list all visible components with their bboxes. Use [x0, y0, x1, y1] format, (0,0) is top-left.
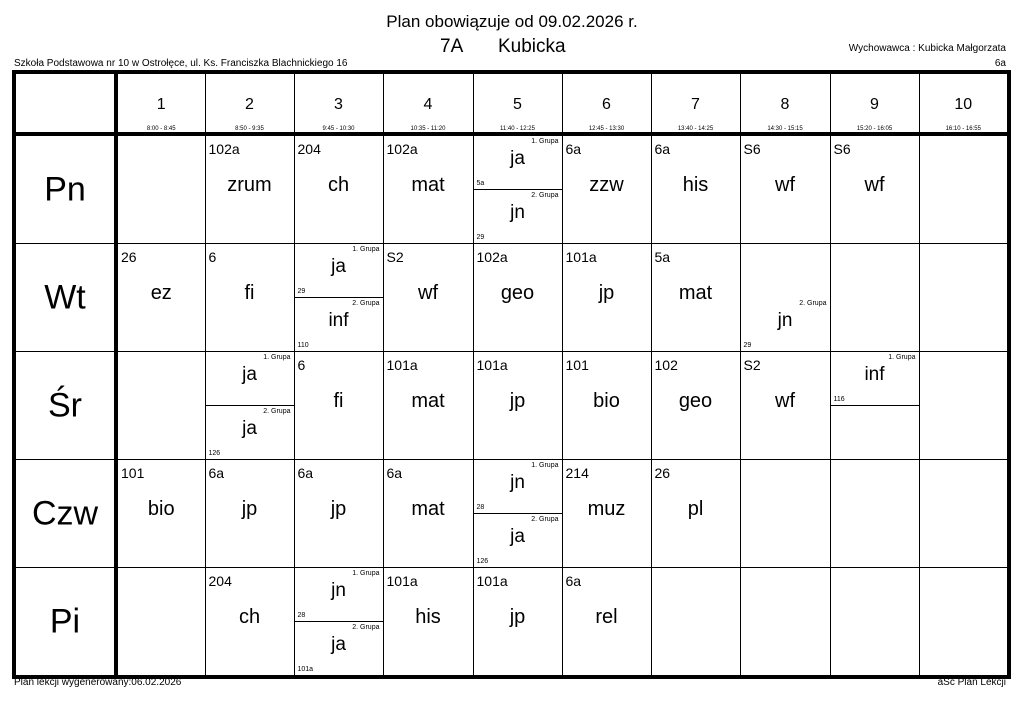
- lesson-cell: [294, 352, 383, 460]
- group-label: 1. Grupa: [531, 462, 559, 469]
- lesson-cell: [562, 134, 651, 244]
- lesson-subject: fi: [333, 390, 344, 412]
- lesson-room: 204: [208, 573, 232, 589]
- group-label: 1. Grupa: [352, 570, 380, 577]
- lesson-cell: [205, 244, 294, 352]
- group-lesson: [474, 514, 562, 567]
- lesson-cell: [116, 244, 205, 352]
- lesson-cell: [383, 460, 473, 568]
- period-header-cell: [473, 72, 562, 134]
- lesson-room: 101a: [297, 666, 314, 673]
- period-header-cell: [116, 72, 205, 134]
- period-time: 10:35 - 11:20: [410, 126, 446, 132]
- lesson-subject: pl: [687, 498, 704, 520]
- lesson-room: 102a: [208, 141, 240, 157]
- empty-cell: [919, 244, 1009, 352]
- lesson-cell: [562, 460, 651, 568]
- class-tutor: Wychowawca : Kubicka Małgorzata: [848, 43, 1006, 54]
- period-header-cell: [651, 72, 740, 134]
- group-lesson: [295, 568, 383, 622]
- lesson-subject: fi: [244, 282, 255, 304]
- lesson-subject: wf: [418, 282, 438, 304]
- lesson-subject: wf: [775, 390, 795, 412]
- corner-cell: [14, 72, 116, 134]
- lesson-room: 126: [208, 450, 221, 457]
- split-lesson-cell: [205, 352, 294, 460]
- lesson-subject: jp: [598, 282, 615, 304]
- lesson-subject: jn: [331, 580, 346, 601]
- lesson-room: 110: [297, 342, 309, 349]
- lesson-room: 29: [476, 234, 485, 241]
- period-number: 6: [602, 96, 611, 113]
- period-time: 11:40 - 12:25: [500, 126, 535, 132]
- group-label: 2. Grupa: [531, 516, 559, 523]
- lesson-room: 102a: [386, 141, 418, 157]
- period-time: 8:00 - 8:45: [146, 126, 176, 132]
- day-row: [14, 568, 1009, 678]
- empty-cell: [830, 460, 919, 568]
- day-row: [14, 352, 1009, 460]
- school-address: Szkoła Podstawowa nr 10 w Ostrołęce, ul. Ks. Franciszka Blachnickiego 16: [14, 58, 348, 69]
- lesson-subject: ja: [510, 148, 525, 169]
- lesson-cell: [294, 134, 383, 244]
- lesson-room: 101a: [386, 357, 418, 373]
- lesson-room: 6a: [297, 465, 314, 481]
- group-lesson: [295, 244, 383, 298]
- lesson-cell: [116, 460, 205, 568]
- split-lesson-cell: [473, 134, 562, 244]
- lesson-cell: [562, 352, 651, 460]
- lesson-room: 5a: [654, 249, 671, 265]
- lesson-cell: [651, 244, 740, 352]
- day-label: Pi: [49, 602, 81, 640]
- day-row: [14, 244, 1009, 352]
- lesson-room: 6a: [565, 573, 582, 589]
- lesson-subject: jn: [777, 310, 793, 331]
- group-label: 2. Grupa: [352, 300, 380, 307]
- home-room: 6a: [994, 58, 1006, 69]
- period-header-cell: [740, 72, 830, 134]
- group-lesson: [474, 460, 562, 514]
- lesson-subject: jp: [330, 498, 347, 520]
- lesson-subject: bio: [147, 498, 175, 520]
- day-cell: [14, 352, 116, 460]
- lesson-cell: [205, 568, 294, 678]
- lesson-room: 6a: [565, 141, 582, 157]
- lesson-cell: [383, 134, 473, 244]
- lesson-subject: ja: [242, 418, 257, 439]
- group-lesson: [206, 352, 294, 406]
- lesson-room: 26: [121, 249, 137, 265]
- lesson-cell: [205, 460, 294, 568]
- plan-title: Plan obowiązuje od 09.02.2026 r.: [386, 12, 638, 31]
- period-time: 16:10 - 16:55: [945, 126, 981, 132]
- lesson-subject: zzw: [589, 174, 624, 196]
- lesson-room: 29: [297, 288, 306, 295]
- lesson-room: 6a: [386, 465, 403, 481]
- lesson-cell: [294, 460, 383, 568]
- period-number: 5: [513, 96, 522, 113]
- lesson-cell: [562, 244, 651, 352]
- lesson-cell: [740, 134, 830, 244]
- lesson-room: 101a: [386, 573, 418, 589]
- lesson-room: 28: [297, 612, 306, 619]
- group-label: 1. Grupa: [888, 354, 916, 361]
- lesson-subject: ja: [331, 256, 346, 277]
- group-lesson: [474, 190, 562, 243]
- lesson-cell: [473, 352, 562, 460]
- split-lesson-cell: [830, 352, 919, 460]
- lesson-subject: ez: [150, 282, 172, 304]
- lesson-subject: wf: [775, 174, 795, 196]
- lesson-subject: geo: [678, 390, 713, 412]
- lesson-room: 204: [297, 141, 321, 157]
- lesson-subject: rel: [595, 606, 618, 628]
- group-label: 1. Grupa: [263, 354, 291, 361]
- period-time: 8:50 - 9:35: [235, 126, 264, 132]
- empty-cell: [116, 568, 205, 678]
- lesson-subject: inf: [328, 310, 349, 331]
- period-number: 1: [156, 96, 166, 113]
- day-cell: [14, 568, 116, 678]
- teacher-name: Kubicka: [498, 36, 566, 57]
- lesson-cell: [830, 134, 919, 244]
- class-name: 7A: [440, 36, 464, 57]
- period-time: 14:30 - 15:15: [767, 126, 803, 132]
- split-lesson-cell: [473, 460, 562, 568]
- lesson-room: 101a: [476, 357, 508, 373]
- lesson-subject: his: [415, 606, 441, 628]
- period-time: 9:45 - 10:30: [322, 126, 355, 132]
- lesson-room: S2: [743, 357, 761, 373]
- lesson-room: 101: [121, 465, 145, 481]
- lesson-subject: ja: [331, 634, 346, 655]
- lesson-cell: [473, 244, 562, 352]
- lesson-room: 5a: [476, 180, 485, 187]
- lesson-room: 214: [565, 465, 589, 481]
- day-cell: [14, 134, 116, 244]
- lesson-room: 101a: [476, 573, 508, 589]
- period-header-row: [14, 72, 1009, 134]
- split-lesson-cell: [294, 568, 383, 678]
- lesson-room: 102a: [476, 249, 508, 265]
- lesson-subject: jp: [509, 606, 526, 628]
- lesson-cell: [651, 352, 740, 460]
- split-lesson-cell: [740, 244, 830, 352]
- lesson-cell: [205, 134, 294, 244]
- period-number: 4: [423, 96, 433, 113]
- period-header-cell: [562, 72, 651, 134]
- day-label: Czw: [31, 494, 99, 532]
- period-number: 3: [334, 96, 343, 113]
- day-label: Pn: [44, 170, 86, 208]
- day-row: [14, 134, 1009, 244]
- day-cell: [14, 244, 116, 352]
- lesson-room: S6: [833, 141, 851, 157]
- period-time: 15:20 - 16:05: [856, 126, 893, 132]
- lesson-room: 28: [476, 504, 485, 511]
- group-label: 2. Grupa: [799, 300, 827, 307]
- timetable-grid: [12, 70, 1011, 679]
- period-number: 2: [245, 96, 254, 113]
- lesson-subject: mat: [411, 174, 445, 196]
- lesson-room: 6: [208, 249, 217, 265]
- lesson-cell: [383, 352, 473, 460]
- lesson-subject: geo: [500, 282, 535, 304]
- app-name: aSc Plan Lekcji: [937, 677, 1006, 688]
- group-label: 2. Grupa: [263, 408, 291, 415]
- lesson-subject: bio: [593, 390, 620, 412]
- lesson-subject: ch: [327, 174, 350, 196]
- lesson-cell: [562, 568, 651, 678]
- period-number: 8: [780, 96, 790, 113]
- group-lesson: [474, 136, 562, 190]
- lesson-room: S6: [743, 141, 761, 157]
- group-lesson: [741, 298, 830, 351]
- lesson-cell: [383, 568, 473, 678]
- empty-cell: [116, 134, 205, 244]
- lesson-subject: ja: [242, 364, 257, 385]
- empty-cell: [740, 460, 830, 568]
- period-header-cell: [919, 72, 1009, 134]
- lesson-subject: mat: [411, 498, 445, 520]
- lesson-cell: [651, 134, 740, 244]
- empty-cell: [919, 134, 1009, 244]
- lesson-subject: mat: [411, 390, 445, 412]
- lesson-subject: muz: [587, 498, 626, 520]
- lesson-subject: mat: [678, 282, 713, 304]
- lesson-room: 29: [743, 342, 752, 349]
- lesson-subject: zrum: [227, 174, 272, 196]
- lesson-subject: inf: [864, 364, 885, 385]
- period-time: 12:45 - 13:30: [588, 126, 625, 132]
- split-lesson-cell: [294, 244, 383, 352]
- group-label: 2. Grupa: [352, 624, 380, 631]
- group-lesson: [295, 298, 383, 351]
- period-header-cell: [205, 72, 294, 134]
- group-lesson: [831, 352, 919, 406]
- empty-cell: [919, 352, 1009, 460]
- period-number: 10: [954, 96, 973, 113]
- group-label: 1. Grupa: [531, 138, 559, 145]
- empty-cell: [651, 568, 740, 678]
- lesson-cell: [473, 568, 562, 678]
- group-label: 2. Grupa: [531, 192, 559, 199]
- day-label: Śr: [48, 386, 82, 424]
- lesson-cell: [383, 244, 473, 352]
- lesson-subject: his: [682, 174, 709, 196]
- empty-cell: [919, 568, 1009, 678]
- day-label: Wt: [44, 278, 86, 316]
- lesson-room: 6a: [208, 465, 225, 481]
- lesson-room: 126: [476, 558, 489, 565]
- lesson-room: 101: [565, 357, 589, 373]
- lesson-cell: [740, 352, 830, 460]
- group-lesson: [206, 406, 294, 459]
- lesson-subject: ch: [238, 606, 261, 628]
- period-header-cell: [830, 72, 919, 134]
- lesson-subject: jn: [510, 202, 525, 223]
- period-number: 9: [870, 96, 879, 113]
- lesson-room: 6: [297, 357, 306, 373]
- period-header-cell: [383, 72, 473, 134]
- empty-cell: [740, 568, 830, 678]
- empty-cell: [116, 352, 205, 460]
- period-number: 7: [691, 96, 700, 113]
- generated-date: Plan lekcji wygenerowany:06.02.2026: [14, 677, 182, 688]
- lesson-room: S2: [386, 249, 404, 265]
- lesson-subject: jp: [241, 498, 258, 520]
- empty-cell: [830, 244, 919, 352]
- period-header-cell: [294, 72, 383, 134]
- lesson-subject: jn: [510, 472, 525, 493]
- lesson-cell: [651, 460, 740, 568]
- lesson-subject: ja: [510, 526, 525, 547]
- lesson-room: 116: [833, 396, 845, 403]
- lesson-subject: jp: [509, 390, 526, 412]
- group-lesson: [295, 622, 383, 675]
- lesson-room: 101a: [565, 249, 597, 265]
- day-cell: [14, 460, 116, 568]
- lesson-room: 102: [654, 357, 678, 373]
- empty-cell: [830, 568, 919, 678]
- period-time: 13:40 - 14:25: [677, 126, 714, 132]
- lesson-room: 6a: [654, 141, 671, 157]
- empty-cell: [919, 460, 1009, 568]
- group-label: 1. Grupa: [352, 246, 380, 253]
- lesson-subject: wf: [864, 174, 885, 196]
- day-row: [14, 460, 1009, 568]
- lesson-room: 26: [654, 465, 671, 481]
